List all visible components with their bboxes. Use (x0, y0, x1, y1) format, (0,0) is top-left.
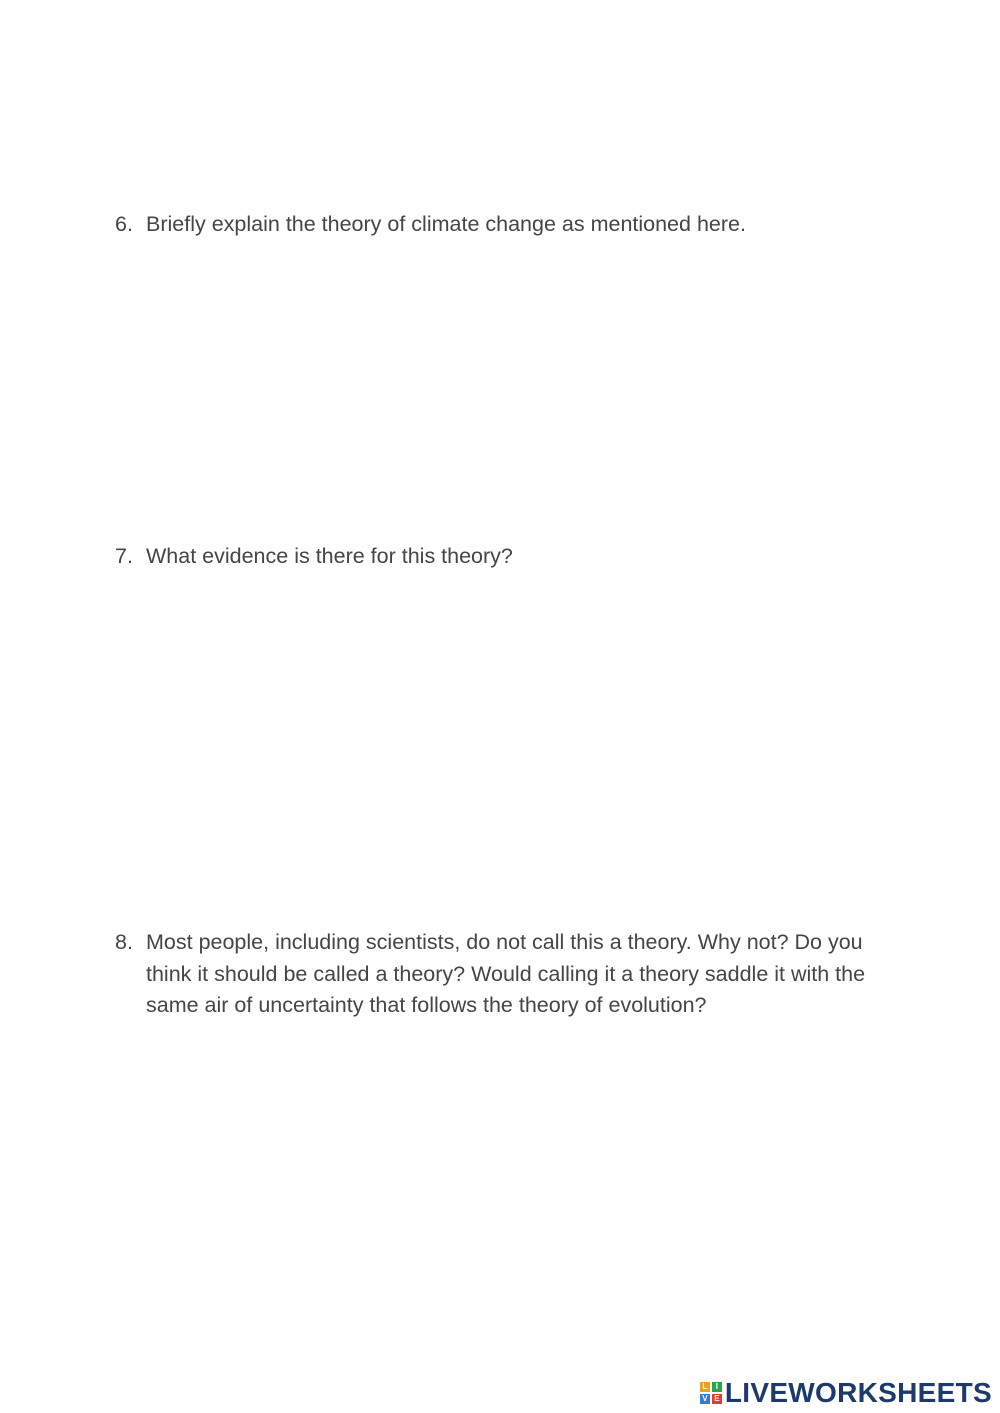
logo-mark-icon (700, 1382, 722, 1404)
question-6 (115, 209, 875, 241)
question-7 (115, 541, 875, 573)
question-text: What evidence is there for this theory? (146, 544, 513, 568)
logo-mark-letter: E (712, 1394, 722, 1404)
question-text: Briefly explain the theory of climate change as mentioned here. (146, 212, 746, 236)
logo-mark-letter: L (700, 1382, 710, 1392)
logo-mark-letter: I (712, 1382, 722, 1392)
question-text: Most people, including scientists, do not call this a theory. Why not? Do you think it should be called a theory? Would calling it a theory saddle it with the same air of uncertainty that follows the theory of evolution? (146, 930, 866, 1017)
logo-text: LIVEWORKSHEETS (724, 1377, 992, 1408)
liveworksheets-logo (700, 1376, 992, 1410)
logo-mark-letter: V (700, 1394, 710, 1404)
question-8 (115, 927, 875, 1022)
question-number: 6. (115, 212, 133, 236)
question-number: 7. (115, 544, 133, 568)
question-number: 8. (115, 930, 133, 954)
